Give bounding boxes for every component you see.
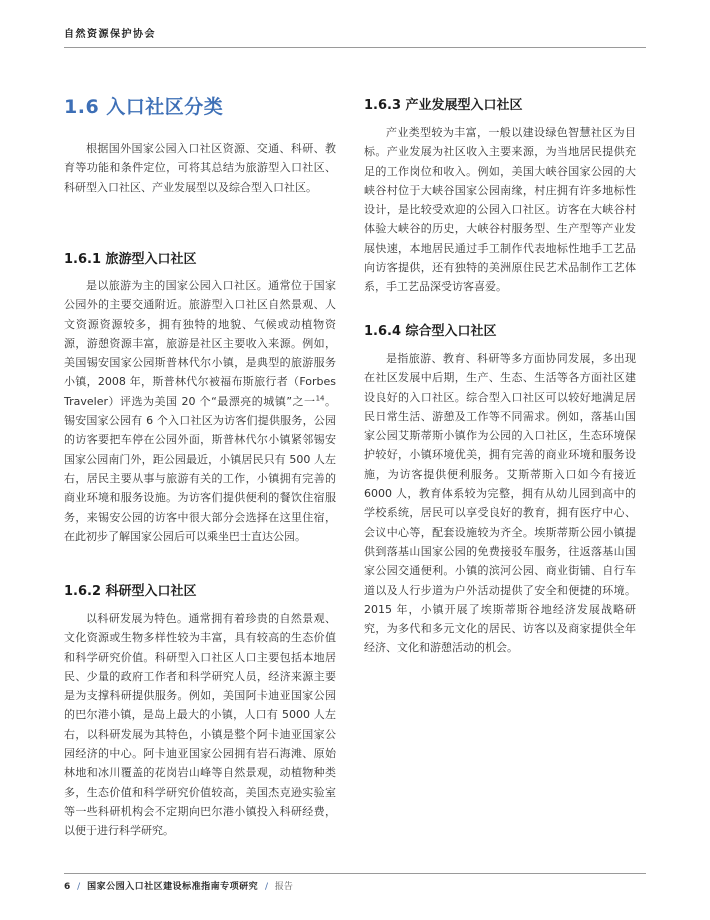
footer-title: 国家公园入口社区建设标准指南专项研究 bbox=[87, 882, 259, 892]
subheading-1-6-4: 1.6.4 综合型入口社区 bbox=[364, 324, 497, 339]
subheading-1-6-3: 1.6.3 产业发展型入口社区 bbox=[364, 98, 523, 113]
section-heading-1-6: 1.6 入口社区分类 bbox=[64, 96, 224, 118]
footer-separator: / bbox=[77, 882, 81, 892]
tourism-body-b: 。锡安国家公园有 6 个入口社区为访客们提供服务，公园的访客要把车停在公园外面，斯普林代尔小镇紧邻锡安国家公园南门外，距公园最近，小镇居民只有 500 人左右，居民主要从事与旅游有关的工作，小镇拥有完善的商业环境和服务设施。为访客们提供便利的餐饮住宿服务，来锡安公园的访客中很大部分会选择在这里住宿，在此初步了解国家公园后可以乘坐巴士直达公园。 bbox=[64, 394, 336, 543]
header-organization: 自然资源保护协会 bbox=[64, 29, 156, 40]
footnote-marker: 14 bbox=[315, 394, 325, 403]
footer-divider bbox=[64, 873, 646, 874]
footer bbox=[64, 879, 293, 892]
tourism-body-a: 是以旅游为主的国家公园入口社区。通常位于国家公园外的主要交通附近。旅游型入口社区自然景观、人文资源资源较多，拥有独特的地貌、气候或动植物资源，游憩资源丰富，旅游是社区主要收入来源。例如，美国锡安国家公园斯普林代尔小镇，是典型的旅游服务小镇，2008 年，斯普林代尔被福布斯旅行者（Forbes Traveler）评选为美国 20 个“最漂亮的城镇”之一 bbox=[64, 279, 336, 408]
subheading-1-6-2: 1.6.2 科研型入口社区 bbox=[64, 584, 197, 599]
industry-paragraph: 产业类型较为丰富，一般以建设绿色智慧社区为目标。产业发展为社区收入主要来源，为当地居民提供充足的工作岗位和收入。例如，美国大峡谷国家公园的大峡谷村位于大峡谷国家公园南缘，村庄拥有许多地标性设计，是比较受欢迎的公园入口社区。访客在大峡谷村体验大峡谷的历史，大峡谷村服务型、生产型等产业发展快速，本地居民通过手工制作代表地标性地手工艺品向访客提供，还有独特的美洲原住民艺术品制作工艺体系，手工艺品深受访客喜爱。 bbox=[364, 126, 636, 294]
subheading-1-6-1: 1.6.1 旅游型入口社区 bbox=[64, 252, 197, 267]
research-paragraph: 以科研发展为特色。通常拥有着珍贵的自然景观、文化资源或生物多样性较为丰富，具有较高的生态价值和科学研究价值。科研型入口社区人口主要包括本地居民、少量的政府工作者和科学研究人员，经济来源主要是为支撑科研提供服务。例如，美国阿卡迪亚国家公园的巴尔港小镇，是岛上最大的小镇，人口有 5000 人左右，以科研发展为其特色，小镇是整个阿卡迪亚国家公园经济的中心。阿卡迪亚国家公园拥有岩石海滩、原始林地和冰川覆盖的花岗岩山峰等自然景观，动植物种类多，生态价值和科学研究价值较高，美国杰克逊实验室等一些科研机构会不定期向巴尔港小镇投入科研经费，以便于进行科学研究。 bbox=[64, 612, 336, 838]
footer-separator-2: / bbox=[264, 882, 268, 892]
header-divider bbox=[64, 47, 646, 48]
comprehensive-paragraph: 是指旅游、教育、科研等多方面协同发展，多出现在社区发展中后期，生产、生态、生活等各方面社区建设良好的入口社区。综合型入口社区可以较好地满足居民日常生活、游憩及工作等不同需求。例如，落基山国家公园艾斯蒂斯小镇作为公园的入口社区，生态环境保护较好，小镇环境优美，拥有完善的商业环境和服务设施，为访客提供便利服务。艾斯蒂斯入口如今有接近 6000 人，教育体系较为完整，拥有从幼儿园到高中的学校系统，居民可以享受良好的教育，拥有医疗中心、会议中心等，配套设施较为齐全。埃斯蒂斯公园小镇提供到落基山国家公园的免费接驳车服务，往返落基山国家公园交通便利。小镇的滨河公园、商业街铺、自行车道以及人行步道为户外活动提供了安全和便捷的环境。2015 年，小镇开展了埃斯蒂斯谷地经济发展战略研究，为多代和多元文化的居民、访客以及商家提供全年经济、文化和游憩活动的机会。 bbox=[364, 352, 636, 655]
page-number: 6 bbox=[64, 882, 71, 892]
intro-paragraph: 根据国外国家公园入口社区资源、交通、科研、教育等功能和条件定位，可将其总结为旅游型入口社区、科研型入口社区、产业发展型以及综合型入口社区。 bbox=[64, 142, 336, 194]
footer-doc-type: 报告 bbox=[274, 882, 293, 892]
tourism-paragraph bbox=[64, 276, 336, 546]
